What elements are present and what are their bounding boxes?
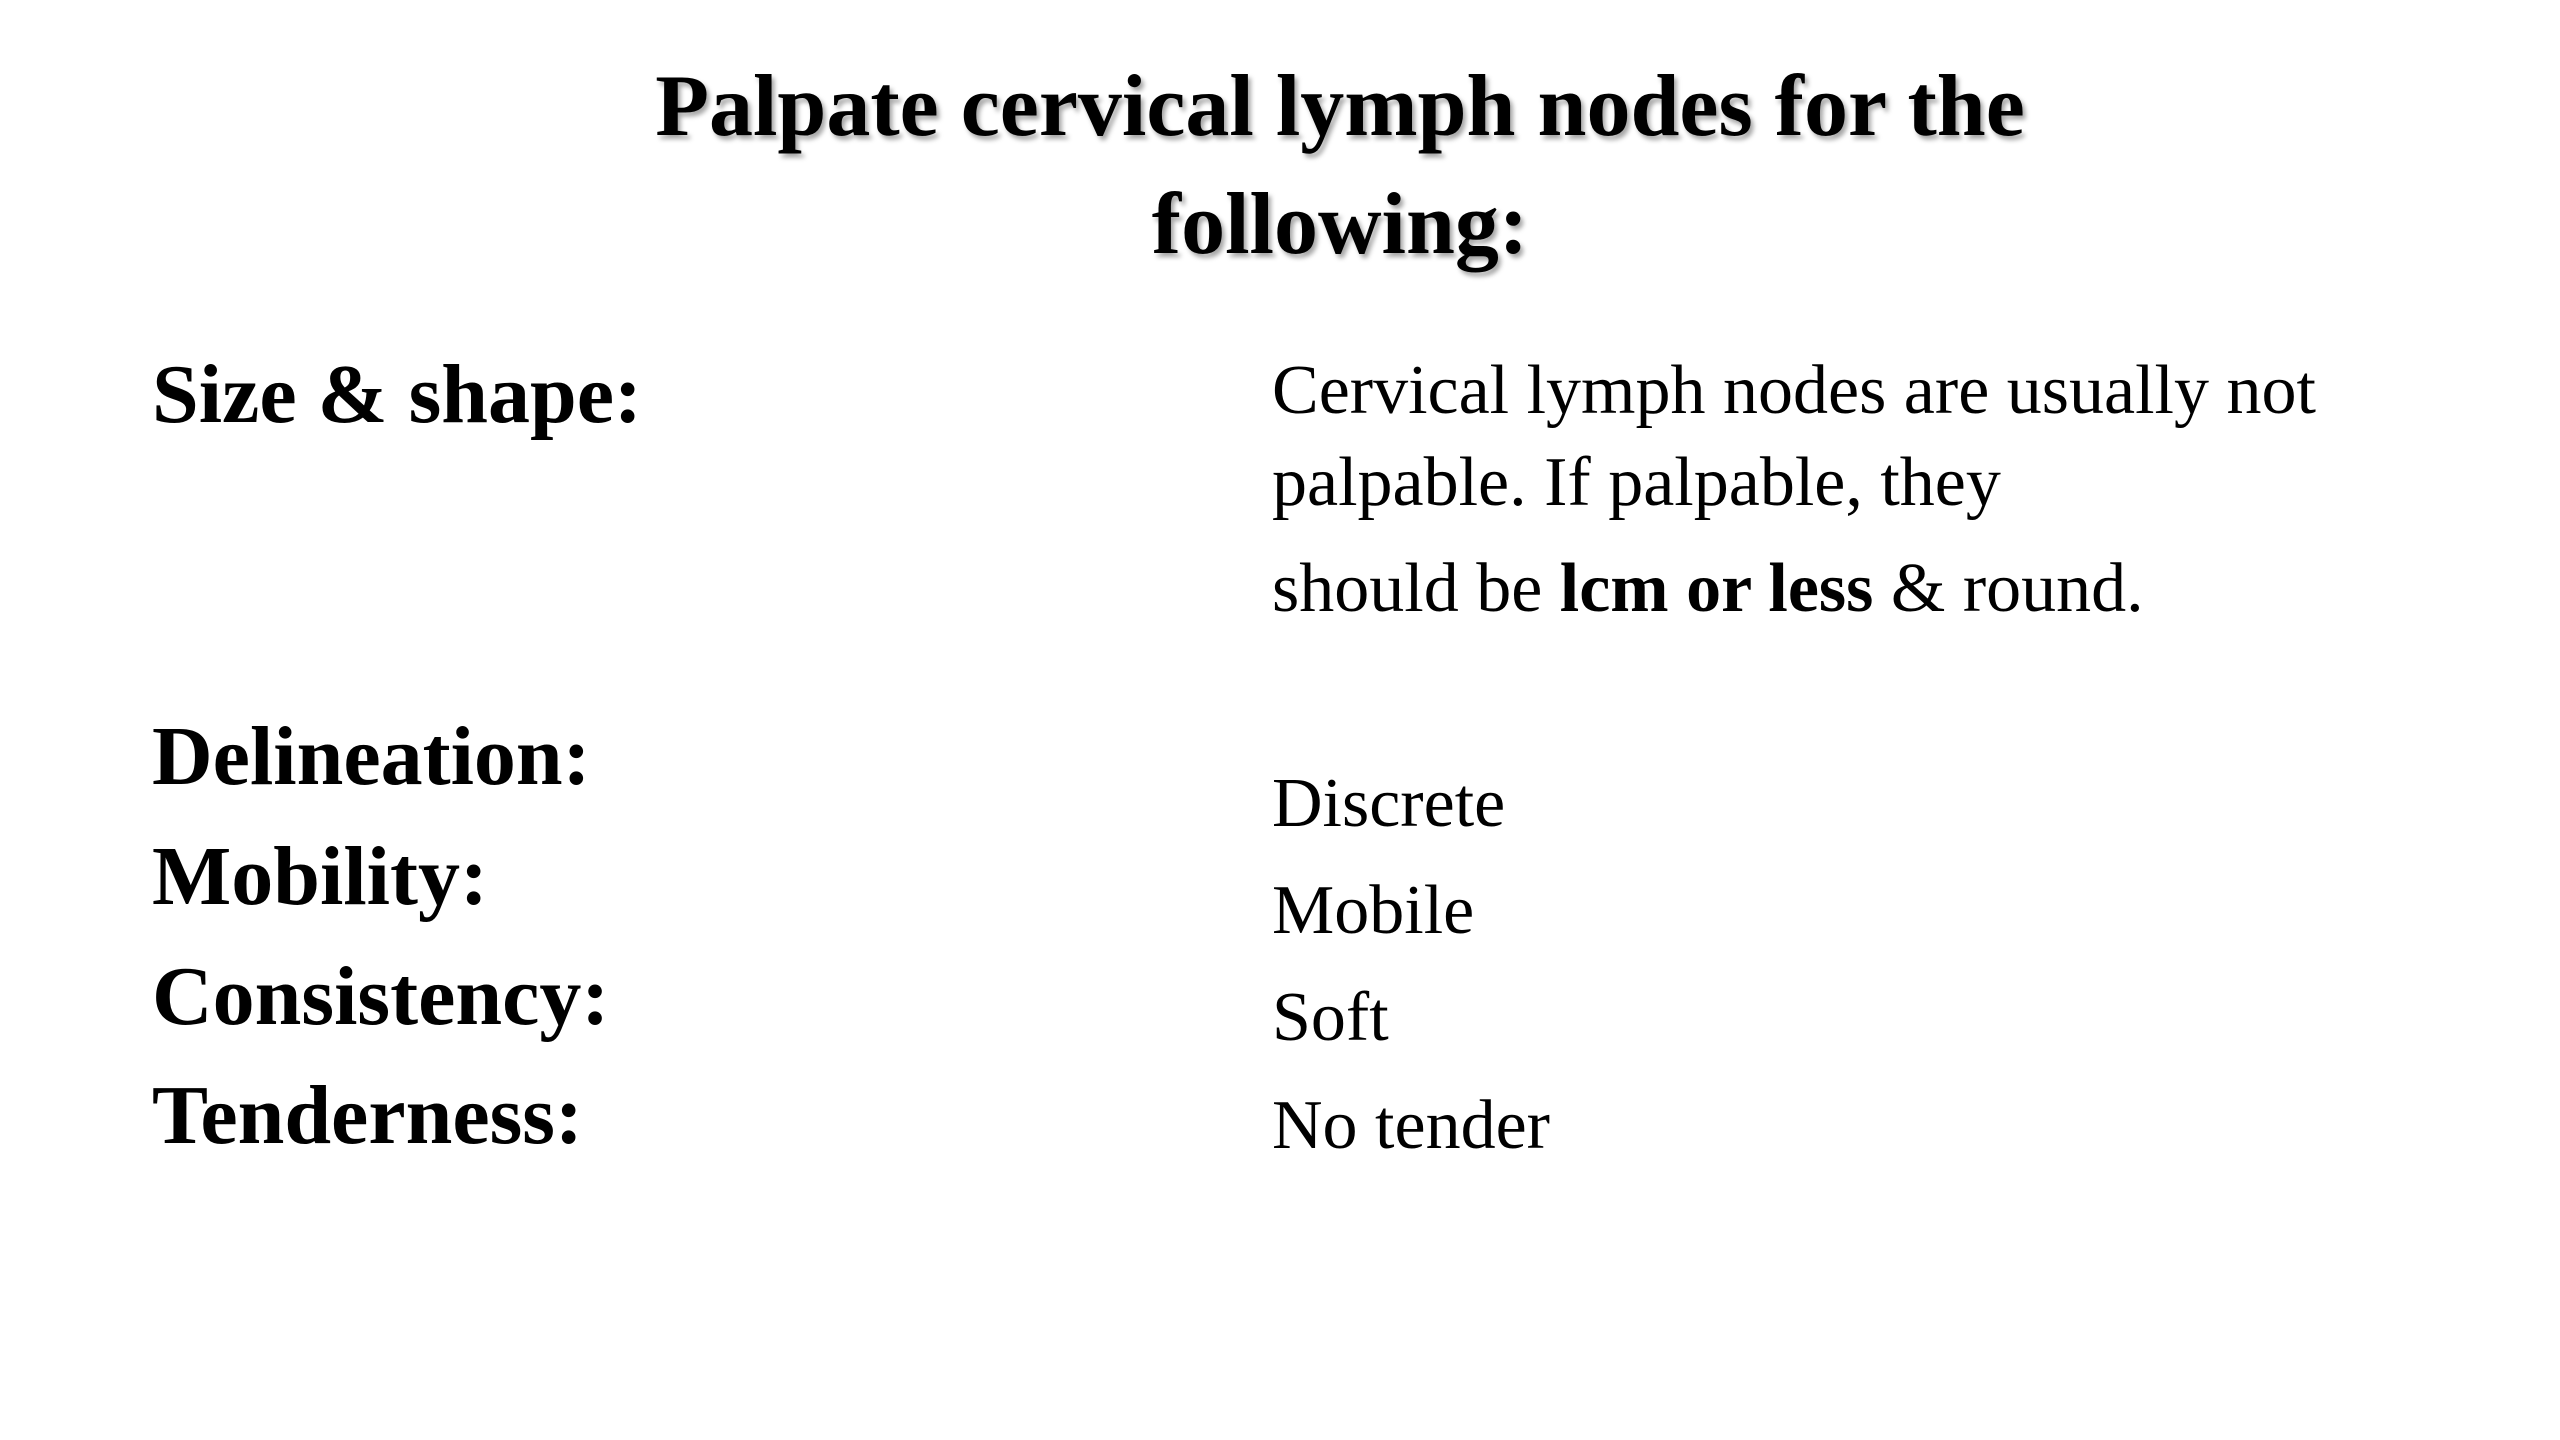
label-delineation: Delineation:: [152, 710, 591, 803]
value-consistency: Soft: [1272, 979, 1389, 1056]
label-tenderness: Tenderness:: [152, 1069, 583, 1162]
label-consistency: Consistency:: [152, 950, 610, 1043]
slide-title-line-1: Palpate cervical lymph nodes for the: [655, 58, 2025, 155]
value-size-shape-line-2: palpable. If palpable, they: [1272, 444, 2001, 521]
value-size-shape-emphasis: lcm or less: [1559, 550, 1874, 627]
slide-title-line-2: following:: [1151, 176, 1529, 273]
value-size-shape-suffix: & round.: [1873, 550, 2144, 627]
value-tenderness: No tender: [1272, 1087, 1550, 1164]
label-size-shape: Size & shape:: [152, 348, 642, 441]
value-size-shape-line-3: [1272, 543, 2502, 635]
value-delineation: Discrete: [1272, 765, 1506, 842]
label-mobility: Mobility:: [152, 830, 488, 923]
value-size-shape-prefix: should be: [1272, 550, 1560, 627]
value-size-shape-line-1: Cervical lymph nodes are usually not: [1272, 352, 2316, 429]
value-size-shape: [1272, 345, 2502, 635]
value-mobility: Mobile: [1272, 872, 1475, 949]
slide-title: [0, 48, 2560, 284]
